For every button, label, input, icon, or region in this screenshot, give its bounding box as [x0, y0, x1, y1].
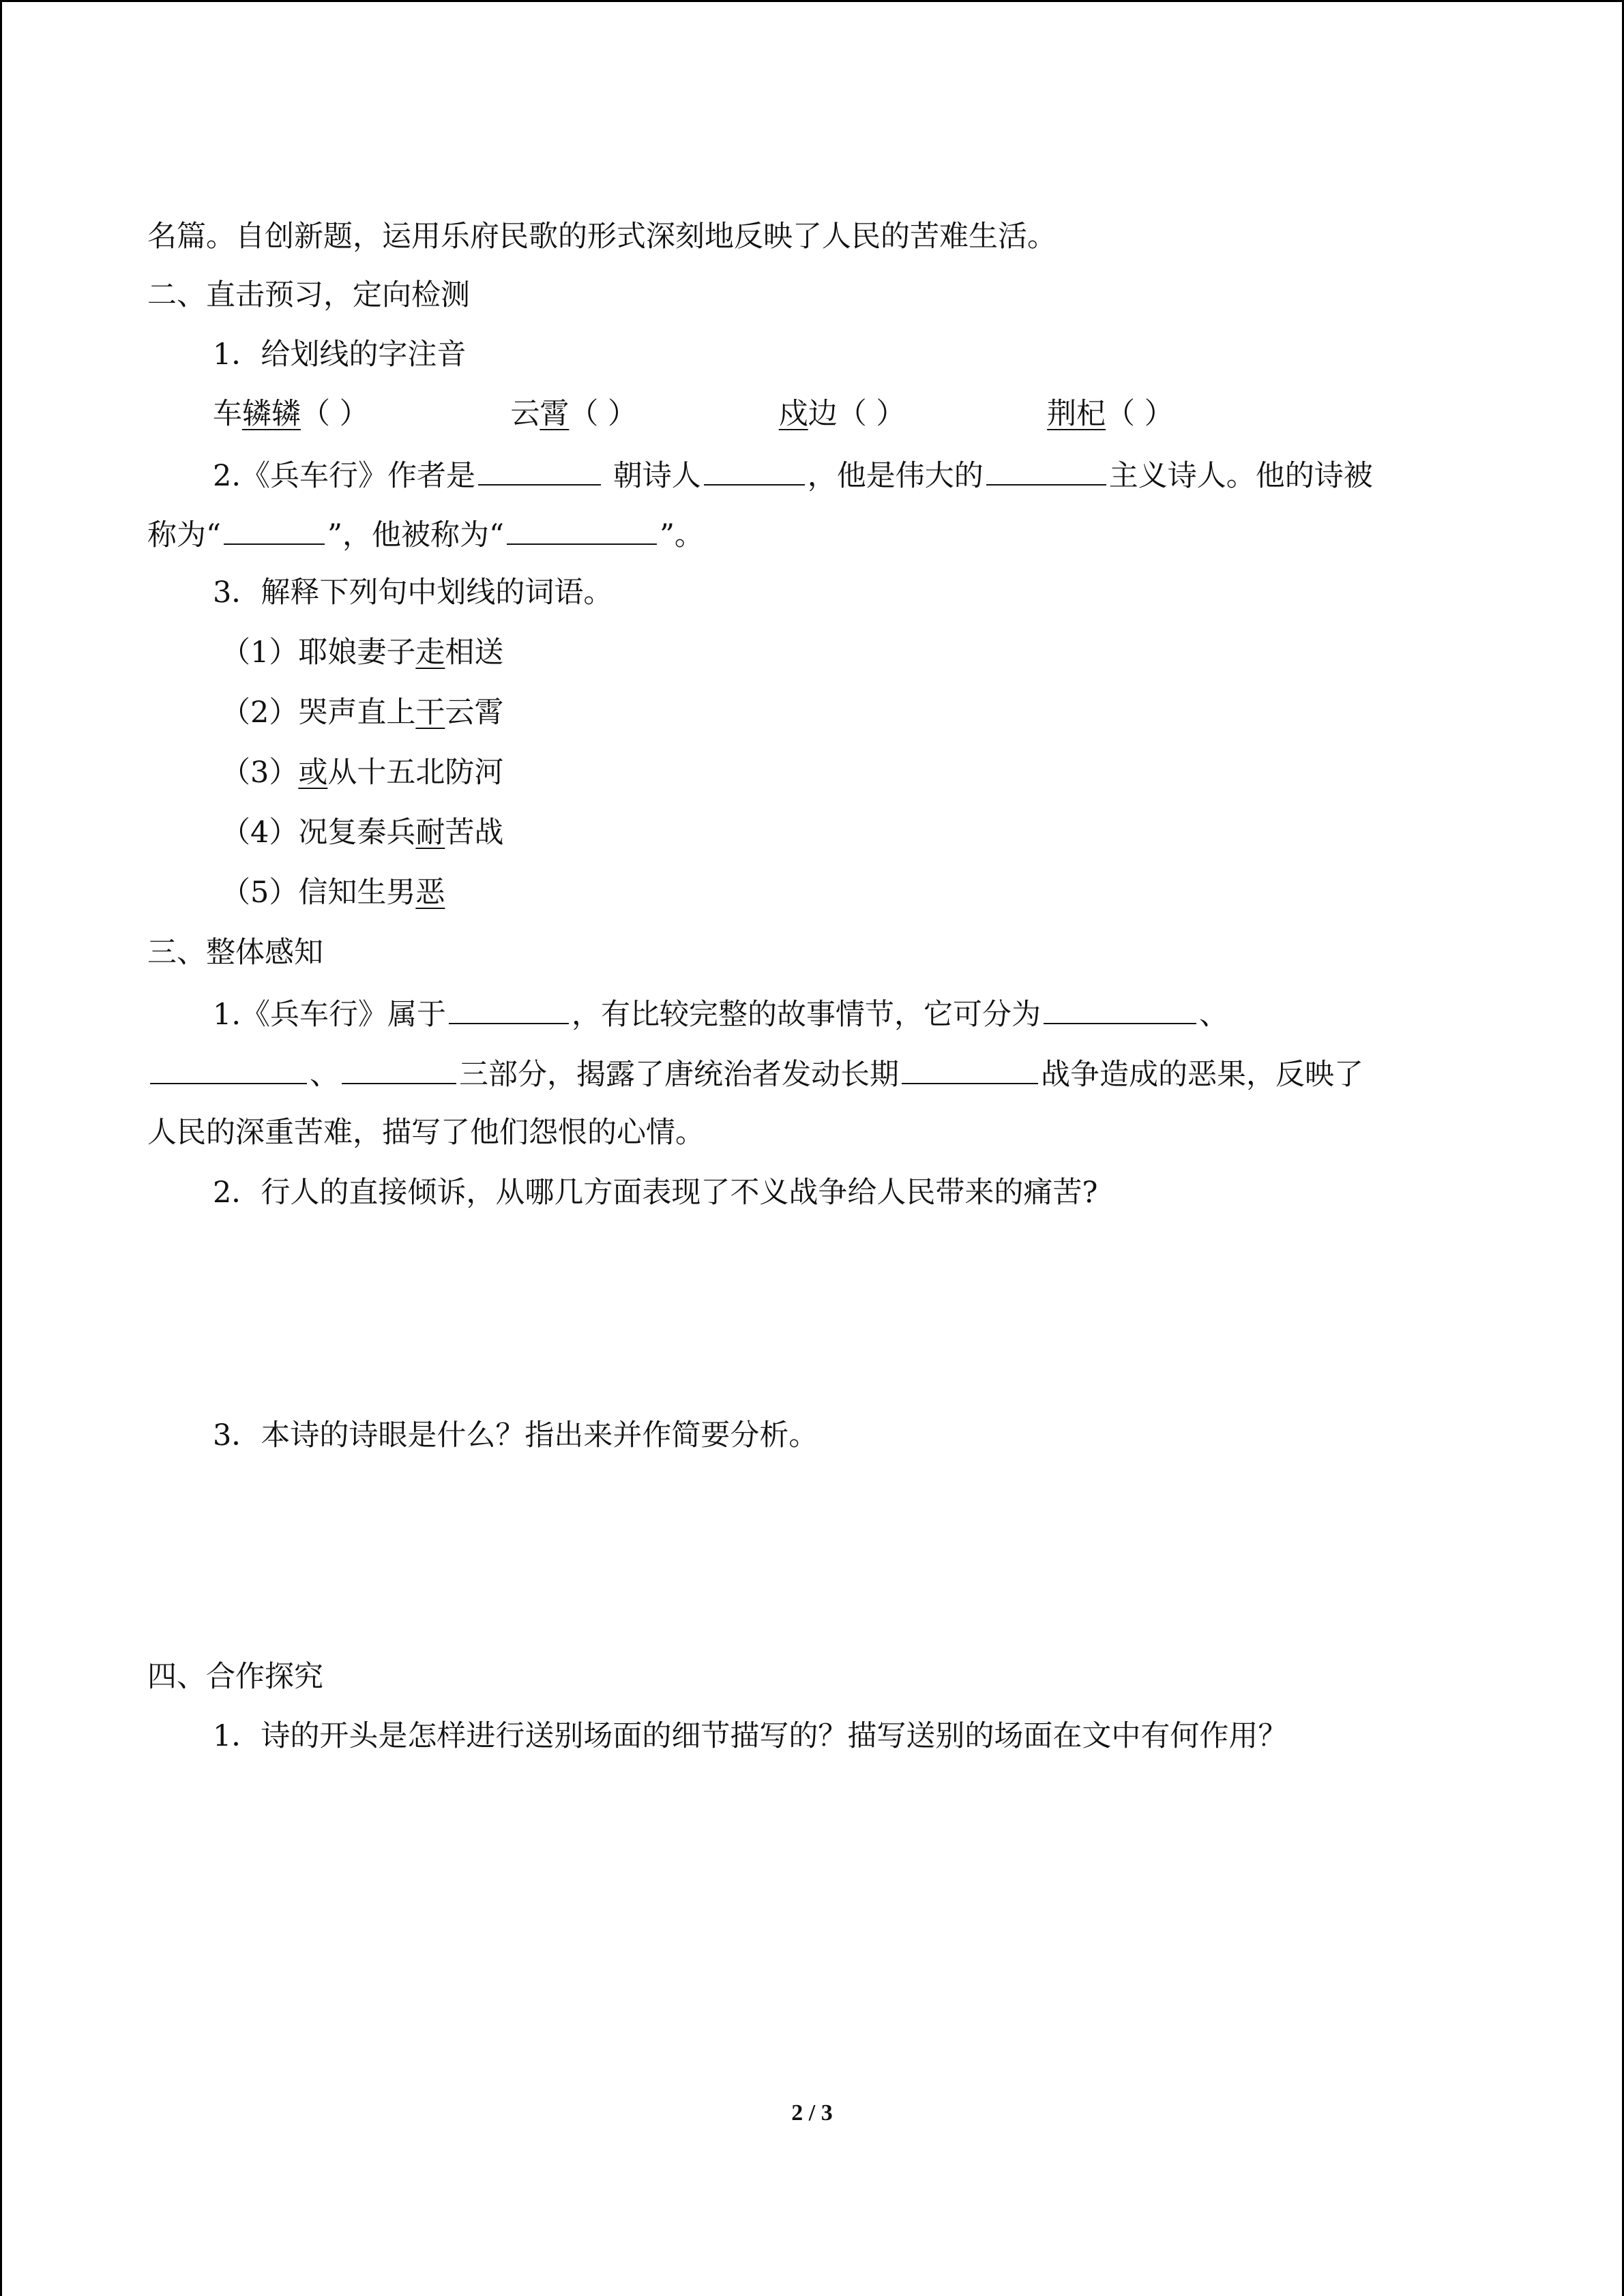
s3-q1-line2: 、 三部分，揭露了唐统治者发动长期 战争造成的恶果，反映了 [147, 1053, 1363, 1094]
s2-q1-title: 1．给划线的字注音 [213, 338, 467, 372]
s2-q2-line2: 称为“ ”，他被称为“ ”。 [147, 513, 704, 555]
s3-q2: 2．行人的直接倾诉，从哪几方面表现了不义战争给人民带来的痛苦? [213, 1176, 1098, 1210]
s2-q2-line1: 2.《兵车行》作者是 朝诗人 ，他是伟大的 主义诗人。他的诗被 [213, 454, 1373, 496]
answer-blank[interactable] [342, 1053, 456, 1084]
s2-q3-item-4: （4）况复秦兵耐苦战 [221, 816, 504, 850]
s2-q3-title: 3．解释下列句中划线的词语。 [213, 576, 613, 610]
answer-blank[interactable] [224, 513, 325, 545]
answer-blank[interactable] [449, 993, 569, 1024]
pinyin-item-2: 云霄（ ） [510, 397, 638, 431]
page-border-left [0, 0, 2, 2296]
pinyin-item-3: 戍边（ ） [778, 397, 906, 431]
s2-q3-item-1: （1）耶娘妻子走相送 [221, 636, 504, 670]
s4-q1: 1．诗的开头是怎样进行送别场面的细节描写的？描写送别的场面在文中有何作用？ [213, 1719, 1288, 1753]
section-4-heading: 四、合作探究 [147, 1660, 323, 1694]
pinyin-item-1: 车辚辚（ ） [213, 397, 369, 431]
s2-q3-item-3: （3）或从十五北防河 [221, 756, 504, 790]
s2-q3-item-2: （2）哭声直上干云霄 [221, 696, 504, 730]
s3-q3: 3．本诗的诗眼是什么？指出来并作简要分析。 [213, 1418, 818, 1452]
pinyin-item-4: 荆杞（ ） [1047, 397, 1174, 431]
answer-blank[interactable] [986, 454, 1106, 486]
answer-blank[interactable] [1044, 993, 1196, 1024]
intro-paragraph: 名篇。自创新题，运用乐府民歌的形式深刻地反映了人民的苦难生活。 [147, 220, 1057, 254]
page-border-top [0, 0, 1624, 2]
page-number: 2 / 3 [791, 2100, 833, 2126]
s3-q1-line1: 1.《兵车行》属于 ，有比较完整的故事情节，它可分为 、 [213, 993, 1228, 1034]
answer-blank[interactable] [704, 454, 805, 486]
answer-blank[interactable] [507, 513, 657, 545]
s2-q3-item-5: （5）信知生男恶 [221, 876, 445, 910]
answer-blank[interactable] [478, 454, 601, 486]
answer-blank[interactable] [150, 1053, 307, 1084]
section-2-heading: 二、直击预习，定向检测 [147, 278, 470, 312]
answer-blank[interactable] [902, 1053, 1038, 1084]
s3-q1-line3: 人民的深重苦难，描写了他们怨恨的心情。 [147, 1116, 705, 1150]
section-3-heading: 三、整体感知 [147, 936, 323, 970]
s2-q1-pinyin-row [213, 394, 1242, 434]
